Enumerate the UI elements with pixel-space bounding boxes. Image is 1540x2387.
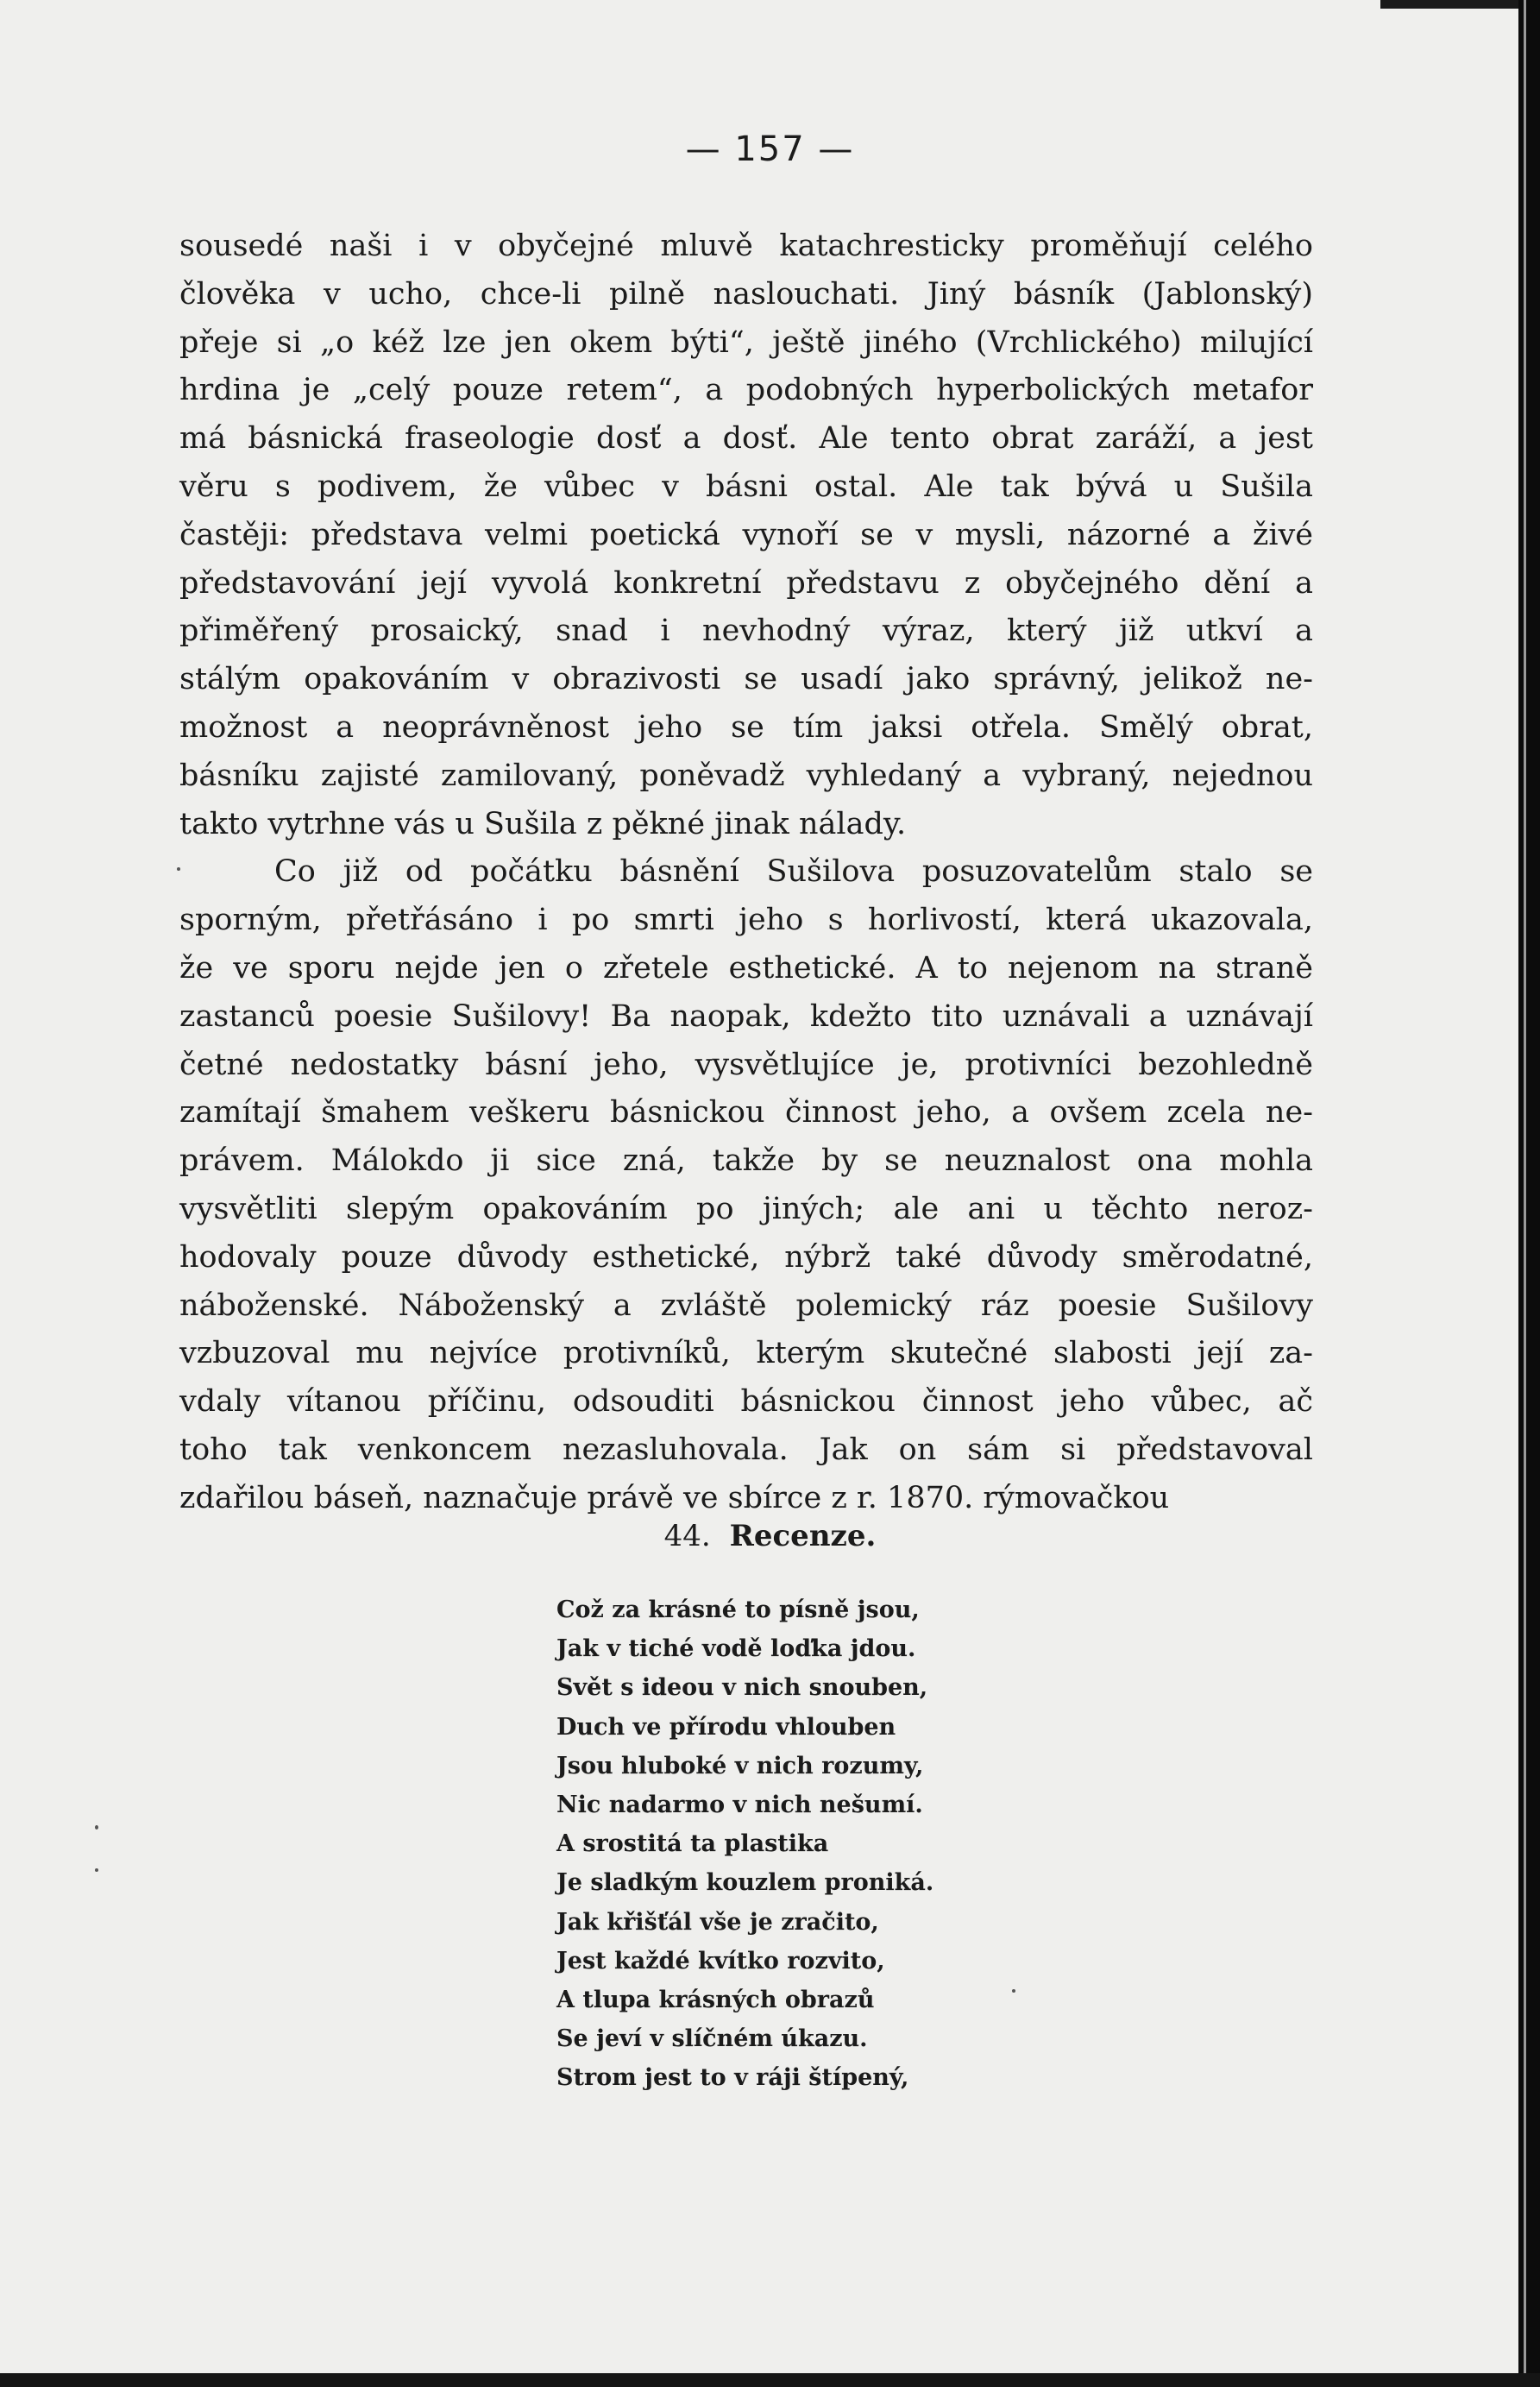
poem-line: Jsou hluboké v nich rozumy, — [556, 1752, 924, 1779]
section-title: Recenze. — [729, 1519, 877, 1553]
text-line: věru s podivem, že vůbec v básni ostal. Ale tak bývá u Sušila — [179, 469, 1313, 504]
scan-edge-top — [1380, 0, 1540, 9]
text-line: vysvětliti slepým opakováním po jiných; ale ani u těchto neroz- — [179, 1191, 1313, 1226]
poem-line: Je sladkým kouzlem proniká. — [556, 1869, 934, 1897]
scan-speck — [1012, 1989, 1015, 1993]
poem-line: Svět s ideou v nich snouben, — [556, 1674, 928, 1702]
section-number: 44. — [663, 1519, 711, 1553]
paragraph — [179, 848, 1313, 1522]
poem-line: Strom jest to v ráji štípený, — [556, 2064, 909, 2092]
scan-edge-bottom — [0, 2373, 1540, 2387]
text-line: zamítají šmahem veškeru básnickou činnost jeho, a ovšem zcela ne- — [179, 1095, 1313, 1131]
paragraph — [179, 223, 1313, 848]
text-line: člověka v ucho, chce-li pilně naslouchati. Jiný básník (Jablonský) — [179, 276, 1313, 312]
poem-line: Duch ve přírodu vhlouben — [556, 1713, 896, 1741]
text-line: má básnická fraseologie dosť a dosť. Ale tento obrat zaráží, a jest — [179, 421, 1313, 457]
scan-edge-right-line — [1524, 0, 1526, 2387]
scan-speck — [95, 1868, 98, 1872]
scan-edge-right — [1518, 0, 1540, 2387]
scan-speck — [177, 867, 180, 871]
text-line: přeje si „o kéž lze jen okem býti“, ještě jiného (Vrchlického) milující — [179, 324, 1313, 360]
poem-line: A srostitá ta plastika — [556, 1830, 829, 1858]
text-line: sporným, přetřásáno i po smrti jeho s horlivostí, která ukazovala, — [179, 903, 1313, 938]
text-line: sousedé naši i v obyčejné mluvě katachresticky proměňují celého — [179, 229, 1313, 263]
poem-line: Nic nadarmo v nich nešumí. — [556, 1792, 923, 1819]
text-line: častěji: představa velmi poetická vynoří se v mysli, názorné a živé — [179, 517, 1313, 552]
poem-line: Jak v tiché vodě loďka jdou. — [556, 1635, 916, 1663]
poem-line: Se jeví v slíčném úkazu. — [556, 2025, 868, 2053]
poem-line: Což za krásné to písně jsou, — [556, 1597, 920, 1623]
text-line: možnost a neoprávněnost jeho se tím jaksi otřela. Smělý obrat, — [179, 709, 1313, 745]
text-line: Co již od počátku básnění Sušilova posuzovatelům stalo se — [274, 854, 1313, 890]
page-number: — 157 — — [685, 129, 855, 169]
poem-line: Jest každé kvítko rozvito, — [556, 1947, 885, 1974]
scan-speck — [95, 1825, 98, 1830]
poem-line: A tlupa krásných obrazů — [556, 1987, 875, 2014]
text-line: stálým opakováním v obrazivosti se usadí jako správný, jelikož ne- — [179, 662, 1313, 697]
text-line: takto vytrhne vás u Sušila z pěkné jinak nálady. — [179, 806, 907, 841]
paragraphs — [179, 223, 1313, 1523]
text-line: četné nedostatky básní jeho, vysvětlujíce je, protivníci bezohledně — [179, 1047, 1313, 1082]
text-line: zdařilou báseň, naznačuje právě ve sbírce z r. 1870. rýmovačkou — [179, 1480, 1170, 1515]
text-line: právem. Málokdo ji sice zná, takže by se neuznalost ona mohla — [179, 1143, 1313, 1179]
text-line: hrdina je „celý pouze retem“, a podobných hyperbolických metafor — [179, 373, 1313, 408]
text-line: náboženské. Náboženský a zvláště polemický ráz poesie Sušilovy — [179, 1288, 1313, 1323]
text-line: představování její vyvolá konkretní představu z obyčejného dění a — [179, 565, 1313, 601]
text-line: hodovaly pouze důvody esthetické, nýbrž také důvody směrodatné, — [179, 1239, 1313, 1275]
text-line: básníku zajisté zamilovaný, poněvadž vyhledaný a vybraný, nejednou — [179, 758, 1313, 793]
text-line: přiměřený prosaický, snad i nevhodný výraz, který již utkví a — [179, 614, 1313, 649]
poem-line: Jak křišťál vše je zračito, — [556, 1908, 879, 1936]
text-line: zastanců poesie Sušilovy! Ba naopak, kdežto tito uznávali a uznávají — [179, 998, 1313, 1034]
text-line: že ve sporu nejde jen o zřetele esthetické. A to nejenom na straně — [179, 950, 1313, 986]
text-line: vdaly vítanou příčinu, odsouditi básnickou činnost jeho vůbec, ač — [179, 1384, 1313, 1420]
section-heading — [0, 1519, 1540, 1553]
poem — [556, 1590, 933, 2098]
text-line: vzbuzoval mu nejvíce protivníků, kterým skutečné slabosti její za- — [179, 1336, 1313, 1371]
text-line: toho tak venkoncem nezasluhovala. Jak on sám si představoval — [179, 1432, 1313, 1467]
body-text — [179, 223, 1313, 1523]
